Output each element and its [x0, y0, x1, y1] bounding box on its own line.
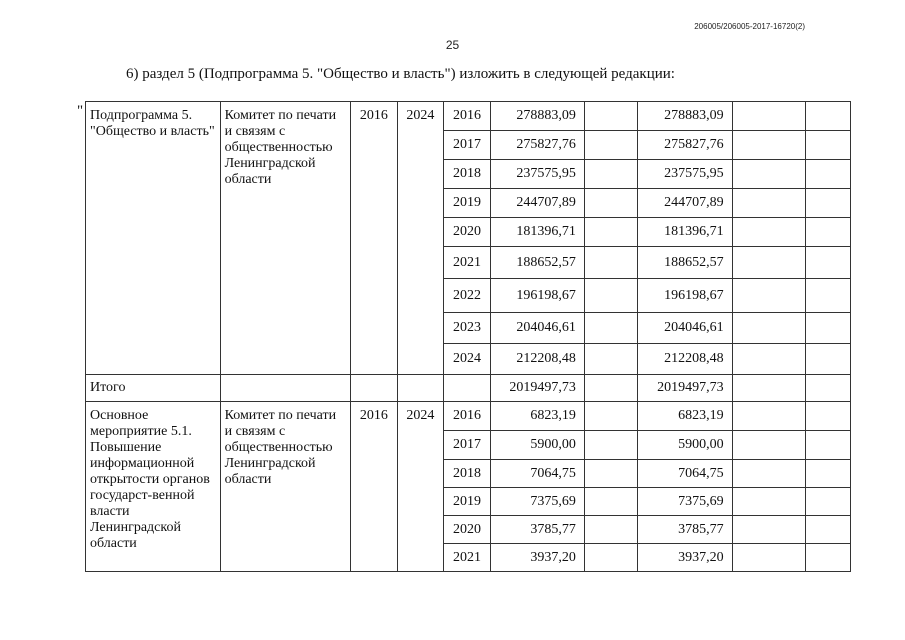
year-cell: 2020: [444, 218, 491, 247]
year-cell: 2021: [444, 544, 491, 572]
regional-amount-cell: 196198,67: [638, 279, 732, 313]
empty-cell: [732, 344, 806, 375]
empty-cell: [732, 218, 806, 247]
grand-total-regional-cell: 2019497,73: [638, 375, 732, 402]
year-cell: 2017: [444, 431, 491, 460]
table-row: [86, 102, 851, 131]
empty-cell: [806, 160, 851, 189]
program-name-cell: Основное мероприятие 5.1. Повышение информационной открытости органов государст-венной власти Ленинградской области: [86, 402, 221, 572]
regional-amount-cell: 237575,95: [638, 160, 732, 189]
empty-cell: [584, 102, 638, 131]
empty-cell: [584, 344, 638, 375]
empty-cell: [444, 375, 491, 402]
empty-cell: [806, 279, 851, 313]
regional-amount-cell: 6823,19: [638, 402, 732, 431]
empty-cell: [732, 279, 806, 313]
regional-amount-cell: 244707,89: [638, 189, 732, 218]
total-amount-cell: 204046,61: [490, 313, 584, 344]
empty-cell: [220, 375, 351, 402]
total-row: [86, 375, 851, 402]
empty-cell: [806, 102, 851, 131]
year-cell: 2018: [444, 460, 491, 488]
regional-amount-cell: 275827,76: [638, 131, 732, 160]
regional-amount-cell: 7064,75: [638, 460, 732, 488]
table-row: [86, 402, 851, 431]
empty-cell: [584, 402, 638, 431]
empty-cell: [732, 313, 806, 344]
empty-cell: [806, 402, 851, 431]
empty-cell: [732, 131, 806, 160]
empty-cell: [584, 460, 638, 488]
empty-cell: [732, 375, 806, 402]
year-cell: 2017: [444, 131, 491, 160]
regional-amount-cell: 3937,20: [638, 544, 732, 572]
year-cell: 2019: [444, 488, 491, 516]
regional-amount-cell: 7375,69: [638, 488, 732, 516]
total-amount-cell: 244707,89: [490, 189, 584, 218]
end-year-cell: 2024: [397, 102, 444, 375]
empty-cell: [806, 544, 851, 572]
total-label-cell: Итого: [86, 375, 221, 402]
total-amount-cell: 3785,77: [490, 516, 584, 544]
total-amount-cell: 212208,48: [490, 344, 584, 375]
total-amount-cell: 6823,19: [490, 402, 584, 431]
empty-cell: [397, 375, 444, 402]
empty-cell: [732, 460, 806, 488]
total-amount-cell: 181396,71: [490, 218, 584, 247]
empty-cell: [584, 131, 638, 160]
grand-total-cell: 2019497,73: [490, 375, 584, 402]
document-id: 206005/206005-2017-16720(2): [694, 22, 805, 31]
empty-cell: [584, 488, 638, 516]
section-heading: 6) раздел 5 (Подпрограмма 5. "Общество и власть") изложить в следующей редакции:: [126, 66, 675, 82]
page-number: 25: [445, 38, 460, 52]
year-cell: 2021: [444, 247, 491, 279]
responsible-cell: Комитет по печати и связям с общественностью Ленинградской области: [220, 402, 351, 572]
regional-amount-cell: 212208,48: [638, 344, 732, 375]
regional-amount-cell: 278883,09: [638, 102, 732, 131]
regional-amount-cell: 3785,77: [638, 516, 732, 544]
total-amount-cell: 5900,00: [490, 431, 584, 460]
empty-cell: [806, 247, 851, 279]
empty-cell: [584, 247, 638, 279]
empty-cell: [732, 189, 806, 218]
regional-amount-cell: 204046,61: [638, 313, 732, 344]
year-cell: 2024: [444, 344, 491, 375]
year-cell: 2022: [444, 279, 491, 313]
total-amount-cell: 7064,75: [490, 460, 584, 488]
start-year-cell: 2016: [351, 102, 398, 375]
year-cell: 2016: [444, 402, 491, 431]
empty-cell: [584, 431, 638, 460]
empty-cell: [806, 431, 851, 460]
empty-cell: [584, 544, 638, 572]
empty-cell: [806, 460, 851, 488]
total-amount-cell: 275827,76: [490, 131, 584, 160]
empty-cell: [351, 375, 398, 402]
total-amount-cell: 237575,95: [490, 160, 584, 189]
empty-cell: [732, 544, 806, 572]
total-amount-cell: 278883,09: [490, 102, 584, 131]
regional-amount-cell: 188652,57: [638, 247, 732, 279]
regional-amount-cell: 181396,71: [638, 218, 732, 247]
start-year-cell: 2016: [351, 402, 398, 572]
responsible-cell: Комитет по печати и связям с общественностью Ленинградской области: [220, 102, 351, 375]
empty-cell: [806, 218, 851, 247]
empty-cell: [806, 516, 851, 544]
empty-cell: [584, 313, 638, 344]
empty-cell: [732, 402, 806, 431]
empty-cell: [806, 131, 851, 160]
empty-cell: [584, 279, 638, 313]
program-name-cell: Подпрограмма 5. "Общество и власть": [86, 102, 221, 375]
empty-cell: [806, 189, 851, 218]
empty-cell: [806, 375, 851, 402]
total-amount-cell: 3937,20: [490, 544, 584, 572]
empty-cell: [584, 160, 638, 189]
empty-cell: [584, 516, 638, 544]
empty-cell: [806, 344, 851, 375]
end-year-cell: 2024: [397, 402, 444, 572]
empty-cell: [732, 431, 806, 460]
opening-quote: ": [77, 103, 84, 119]
empty-cell: [732, 247, 806, 279]
empty-cell: [584, 375, 638, 402]
total-amount-cell: 188652,57: [490, 247, 584, 279]
regional-amount-cell: 5900,00: [638, 431, 732, 460]
year-cell: 2020: [444, 516, 491, 544]
empty-cell: [732, 160, 806, 189]
empty-cell: [584, 218, 638, 247]
empty-cell: [806, 488, 851, 516]
year-cell: 2023: [444, 313, 491, 344]
empty-cell: [732, 102, 806, 131]
total-amount-cell: 196198,67: [490, 279, 584, 313]
year-cell: 2018: [444, 160, 491, 189]
year-cell: 2019: [444, 189, 491, 218]
budget-table: [85, 101, 851, 572]
empty-cell: [732, 488, 806, 516]
total-amount-cell: 7375,69: [490, 488, 584, 516]
empty-cell: [806, 313, 851, 344]
empty-cell: [732, 516, 806, 544]
year-cell: 2016: [444, 102, 491, 131]
empty-cell: [584, 189, 638, 218]
